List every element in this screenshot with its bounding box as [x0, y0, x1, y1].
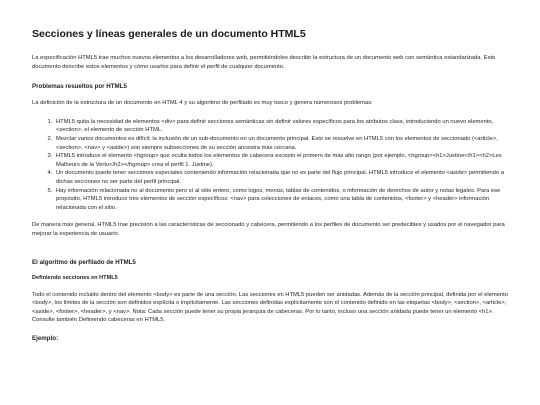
section-spacer — [32, 249, 508, 259]
example-label: Ejemplo: — [32, 334, 59, 342]
problems-intro: La definición de la estructura de un documento en HTML 4 y su algoritmo de perfilado es muy tosco y genera numerosos problemas: — [32, 100, 373, 107]
algorithm-heading: El algoritmo de perfilado de HTML5 — [32, 258, 136, 266]
algorithm-body: Todo el contenido incluido dentro del elemento <body> es parte de una sección. Las secciones en HTML5 pueden ser anidadas. Además de la sección principal, definida por el elemento <body>, los límites de la sección son definidos explícita o implícitamente. Las secciones definidas explícitamente son el contenido definido en las etiquetas <body>, <section>, <article>, <aside>, <footer>, <header>, y <nav>. Nota: Cada sección puede tener su propia jerarquía de cabeceras. Por lo tanto, incluso una sección anidada puede tener un elemento <h1>. Consulte también Definiendo cabeceras en HTML5. — [32, 291, 508, 324]
list-item: 2. Mezclar varios documentos es difícil; la inclusión de un sub-documento en un documento principal. Esto se resuelve en HTML5 con los elementos de seccionado (<article>, <section>, <nav> y <aside>) son siempre subsecciones de su sección ancestra más cercana. — [54, 135, 508, 152]
problems-conclusion: De manera más general, HTML5 trae precisión a las características de seccionado y cabecera, permitiendo a los perfiles de documento ser predecibles y usados por el navegador para mejorar la experiencia de usuario. — [32, 222, 505, 237]
list-item: 3. HTML5 introduce el elemento <hgroup> que oculta todos los elementos de cabecera excepto el primero de más alto rango (por ejemplo, <hgroup><h1>Justine</h1><h2>Les Malheurs de la Vertu</h2></hgroup> crea el perfil 1. Justine). — [54, 152, 508, 169]
intro-paragraph: La especificación HTML5 trae muchos nuevos elementos a los desarrolladores web, permitiéndoles describir la estructura de un documento web con semántica estandarizada. Este documento describe estos elementos y cómo usarlos para definir el perfil de cualquier documento. — [32, 55, 496, 70]
page-title: Secciones y líneas generales de un documento HTML5 — [32, 28, 306, 40]
list-item: 1. HTML5 quita la necesidad de elementos <div> para definir secciones semánticas sin definir valores específicos para los atributos class, introduciendo un nuevo elemento, <section>, el elemento de sección HTML. — [54, 118, 508, 135]
algorithm-subheading: Definiendo secciones en HTML5 — [32, 274, 118, 281]
list-item: 4. Un documento puede tener secciones especiales conteniendo información relacionada que no es parte del flujo principal. HTML5 introduce el elemento <aside> permitiendo a dichas secciones no ser parte del perfil principal. — [54, 169, 508, 186]
list-item: 5. Hay información relacionada no al documento pero sí al sitio entero, como logos, menús, tablas de contenidos, o información de derechos de autor y notas legales. Para ese propósito, HTML5 introduce tres elementos de sección específicos: <nav> para colecciones de enlaces, como una tabla de contenidos, <footer> y <header> información relacionada con el sitio. — [54, 187, 508, 213]
problems-heading: Problemas resueltos por HTML5 — [32, 83, 127, 91]
problems-list — [32, 118, 508, 213]
